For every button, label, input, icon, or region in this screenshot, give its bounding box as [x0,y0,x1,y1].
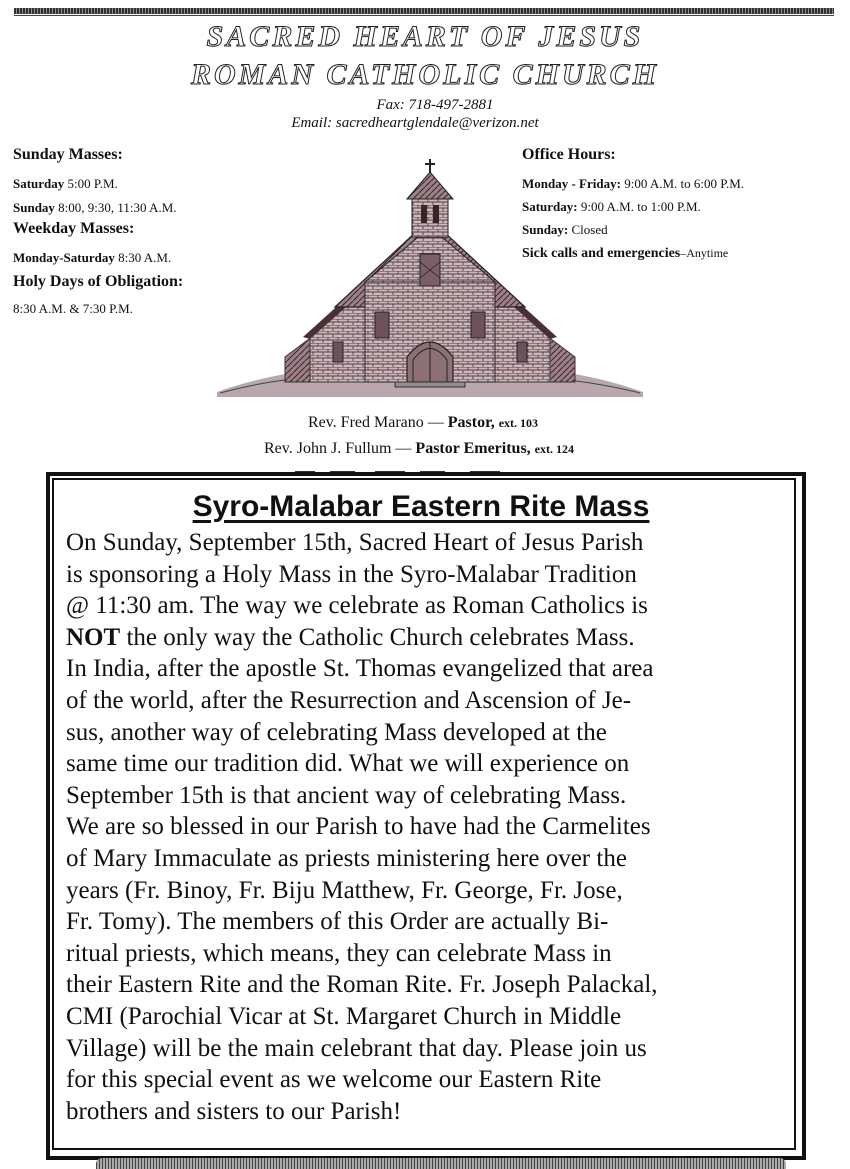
email-address: Email: sacredheartglendale@verizon.net [291,115,539,131]
notice-line: NOT the only way the Catholic Church celebrates Mass. [66,623,635,651]
notice-line: On Sunday, September 15th, Sacred Heart of Jesus Parish [66,529,644,556]
office-hours-heading: Office Hours: [522,146,616,163]
notice-line: @ 11:30 am. The way we celebrate as Roman Catholics is [66,592,648,620]
top-border [14,8,834,14]
church-name-line2: ROMAN CATHOLIC CHURCH [190,58,660,91]
notice-line: of the world, after the Resurrection and Ascension of Je- [66,686,632,714]
notice-line: sus, another way of celebrating Mass developed at the [66,718,607,746]
bottom-border-strip [96,1158,786,1169]
notice-line: Fr. Tomy). The members of this Order are actually Bi- [66,908,609,936]
weekday-masses-heading: Weekday Masses: [13,220,135,237]
notice-line: Village) will be the main celebrant that day. Please join us [66,1034,647,1062]
holy-days-heading: Holy Days of Obligation: [13,273,184,290]
pastor-line: Rev. Fred Marano — Pastor, ext. 103 [307,414,539,431]
notice-line: their Eastern Rite and the Roman Rite. Fr. Joseph Palackal, [66,971,658,999]
notice-title: Syro-Malabar Eastern Rite Mass [192,490,650,523]
church-illustration [215,157,645,407]
notice-line: In India, after the apostle St. Thomas evangelized that area [66,655,654,683]
office-saturday: Saturday: 9:00 A.M. to 1:00 P.M. [522,199,701,214]
notice-line: years (Fr. Binoy, Fr. Biju Matthew, Fr. George, Fr. Jose, [66,876,623,904]
office-weekdays: Monday - Friday: 9:00 A.M. to 6:00 P.M. [522,176,745,191]
sunday-mass: Sunday 8:00, 9:30, 11:30 A.M. [13,200,177,215]
notice-line: CMI (Parochial Vicar at St. Margaret Church in Middle [66,1002,622,1030]
top-rule [14,15,834,16]
church-name-line1: SACRED HEART OF JESUS [206,20,644,53]
notice-line: brothers and sisters to our Parish! [66,1097,402,1125]
notice-line: same time our tradition did. What we will experience on [66,750,630,778]
notice-line: ritual priests, which means, they can celebrate Mass in [66,939,612,967]
notice-line: September 15th is that ancient way of celebrating Mass. [66,781,627,809]
saturday-mass: Saturday 5:00 P.M. [13,176,118,191]
notice-line: We are so blessed in our Parish to have had the Carmelites [66,813,651,841]
fax-number: Fax: 718-497-2881 [376,97,494,113]
office-sunday: Sunday: Closed [522,222,608,237]
weekday-mass: Monday-Saturday 8:30 A.M. [13,250,172,265]
notice-body [66,527,796,1127]
holy-days-times: 8:30 A.M. & 7:30 P.M. [13,301,133,316]
notice-line: for this special event as we welcome our Eastern Rite [66,1066,602,1094]
sick-calls: Sick calls and emergencies–Anytime [522,246,729,261]
sunday-masses-heading: Sunday Masses: [13,146,123,163]
pastor-emeritus-line: Rev. John J. Fullum — Pastor Emeritus, ext. 124 [264,440,574,457]
notice-line: is sponsoring a Holy Mass in the Syro-Malabar Tradition [66,560,637,588]
notice-line: of Mary Immaculate as priests ministering here over the [66,844,627,872]
